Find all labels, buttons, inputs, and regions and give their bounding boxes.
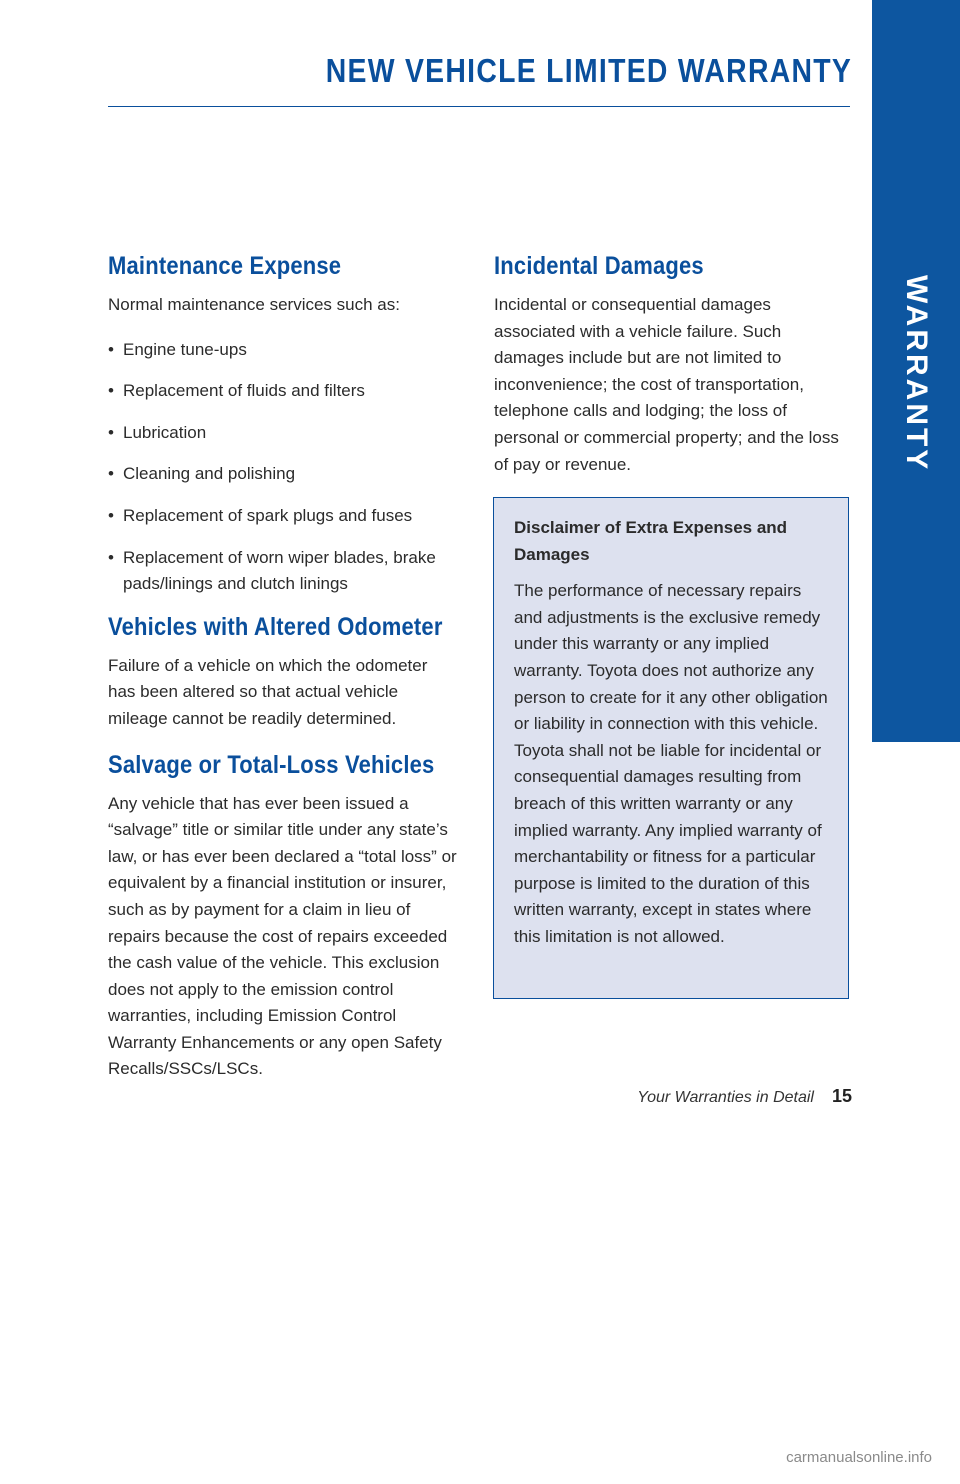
altered-odometer-section xyxy=(108,613,458,733)
disclaimer-box xyxy=(493,497,849,999)
salvage-heading: Salvage or Total-Loss Vehicles xyxy=(108,750,435,779)
list-item: • Replacement of spark plugs and fuses xyxy=(108,503,458,530)
salvage-text: Any vehicle that has ever been issued a “salvage” title or similar title under any state’s law, or has ever been declared a “total loss” or equivalent by a financial institution or insurer, such as by payment for a claim in lieu of repairs because the cost of repairs exceeded the cash value of the vehicle. This exclusion does not apply to the emission control warranties, including Emission Control Warranty Enhancements or any open Safety Recalls/SSCs/LSCs. xyxy=(108,793,457,1079)
maintenance-list xyxy=(108,337,458,598)
left-column xyxy=(108,252,458,1101)
incidental-text: Incidental or consequential damages associated with a vehicle failure. Such damages include but are not limited to inconvenience; the cost of transportation, telephone calls and lodging; the loss of personal or commercial property; and the loss of pay or revenue. xyxy=(494,295,839,474)
salvage-section xyxy=(108,751,458,1084)
maintenance-expense-section xyxy=(108,252,458,598)
right-column xyxy=(494,252,844,496)
footer-label: Your Warranties in Detail xyxy=(637,1089,814,1106)
incidental-damages-section xyxy=(494,252,844,478)
title-divider xyxy=(108,106,850,107)
maintenance-heading: Maintenance Expense xyxy=(108,252,342,280)
disclaimer-text: The performance of necessary repairs and adjustments is the exclusive remedy under this warranty or any implied warranty. Toyota does not authorize any person to create for it any other obligation or liability in connection with this vehicle. Toyota shall not be liable for incidental or consequential damages resulting from breach of this written warranty or any implied warranty. Any implied warranty of merchantability or fitness for a particular purpose is limited to the duration of this written warranty, except in states where this limitation is not allowed. xyxy=(514,581,828,946)
disclaimer-title: Disclaimer of Extra Expenses and Damages xyxy=(514,518,788,564)
list-item: • Replacement of worn wiper blades, brake pads/linings and clutch linings xyxy=(108,545,458,598)
odometer-text: Failure of a vehicle on which the odometer has been altered so that actual vehicle mileage cannot be readily determined. xyxy=(108,655,428,728)
watermark-text: carmanualsonline.info xyxy=(786,1449,932,1466)
list-item: • Lubrication xyxy=(108,420,458,447)
page-footer xyxy=(637,1086,852,1107)
incidental-heading: Incidental Damages xyxy=(494,252,704,280)
maintenance-intro: Normal maintenance services such as: xyxy=(108,295,400,314)
page-number: 15 xyxy=(831,1086,852,1106)
odometer-heading: Vehicles with Altered Odometer xyxy=(108,612,443,641)
list-item: • Cleaning and polishing xyxy=(108,461,458,488)
side-tab-label: WARRANTY xyxy=(900,275,933,473)
list-item: • Replacement of fluids and filters xyxy=(108,378,458,405)
page-title: NEW VEHICLE LIMITED WARRANTY xyxy=(325,52,852,89)
section-side-tab xyxy=(872,0,960,742)
list-item: • Engine tune-ups xyxy=(108,337,458,364)
